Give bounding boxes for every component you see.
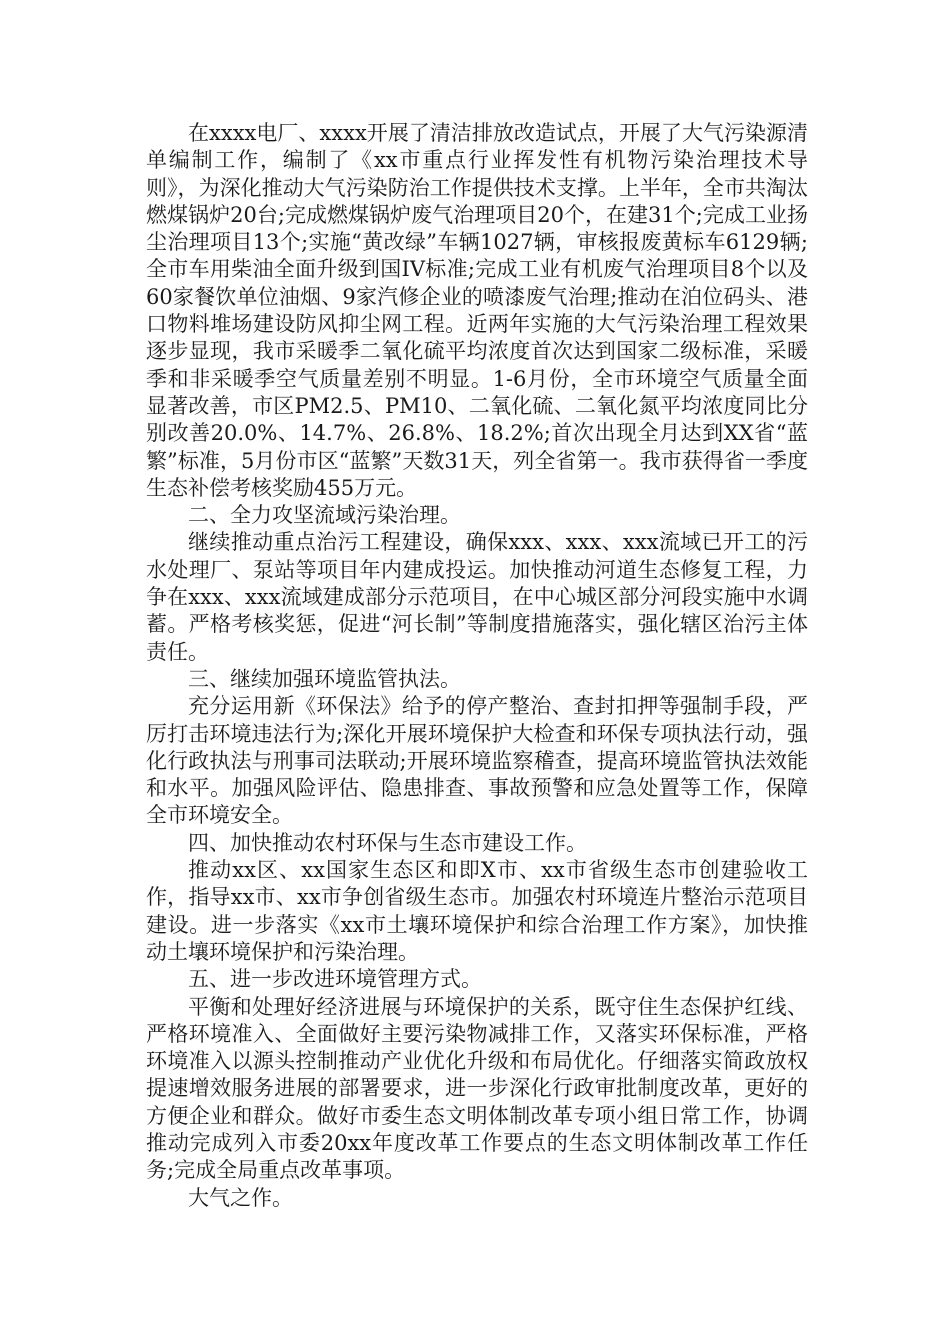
paragraph-air-pollution-results: 在xxxx电厂、xxxx开展了清洁排放改造试点，开展了大气污染源清单编制工作，编制了《xx市重点行业挥发性有机物污染治理技术导则》，为深化推动大气污染防治工作提供技术支撑。上半年，全市共淘汰燃煤锅炉20台;完成燃煤锅炉废气治理项目20个，在建31个;完成工业扬尘治理项目13个;实施“黄改绿”车辆1027辆，审核报废黄标车6129辆;全市车用柴油全面升级到国IV标准;完成工业有机废气治理项目8个以及60家餐饮单位油烟、9家汽修企业的喷漆废气治理;推动在泊位码头、港口物料堆场建设防风抑尘网工程。近两年实施的大气污染治理工程效果逐步显现，我市采暖季二氧化硫平均浓度首次达到国家二级标准，采暖季和非采暖季空气质量差别不明显。1-6月份，全市环境空气质量全面显著改善，市区PM2.5、PM10、二氧化硫、二氧化氮平均浓度同比分别改善20.0%、14.7%、26.8%、18.2%;首次出现全月达到XX省“蓝繁”标准，5月份市区“蓝繁”天数31天，列全省第一。我市获得省一季度生态补偿考核奖励455万元。: [146, 121, 808, 500]
heading-rural-ecology: 四、加快推动农村环保与生态市建设工作。: [188, 830, 587, 855]
paragraph-environmental-enforcement: 充分运用新《环保法》给予的停产整治、查封扣押等强制手段，严厉打击环境违法行为;深化开展环境保护大检查和环保专项执法行动，强化行政执法与刑事司法联动;开展环境监察稽查，提高环境监管执法效能和水平。加强风险评估、隐患排查、事故预警和应急处置等工作，保障全市环境安全。: [146, 694, 808, 828]
paragraph-watershed-pollution: 继续推动重点治污工程建设，确保xxx、xxx、xxx流域已开工的污水处理厂、泵站等项目年内建成投运。加快推动河道生态修复工程，力争在xxx、xxx流域建成部分示范项目，在中心城区部分河段实施中水调蓄。严格考核奖惩，促进“河长制”等制度措施落实，强化辖区治污主体责任。: [146, 530, 808, 664]
heading-environmental-enforcement: 三、继续加强环境监管执法。: [188, 666, 461, 691]
paragraph-management-reform: 平衡和处理好经济进展与环境保护的关系，既守住生态保护红线、严格环境准入、全面做好主要污染物减排工作，又落实环保标准，严格环境准入以源头控制推动产业优化升级和布局优化。仔细落实简政放权提速增效服务进展的部署要求，进一步深化行政审批制度改革，更好的方便企业和群众。做好市委生态文明体制改革专项小组日常工作，协调推动完成列入市委20xx年度改革工作要点的生态文明体制改革工作任务;完成全局重点改革事项。: [146, 994, 808, 1183]
closing-line: 大气之作。: [188, 1185, 293, 1210]
paragraph-rural-ecology: 推动xx区、xx国家生态区和即X市、xx市省级生态市创建验收工作，指导xx市、xx市争创省级生态市。加强农村环境连片整治示范项目建设。进一步落实《xx市土壤环境保护和综合治理工作方案》，加快推动土壤环境保护和污染治理。: [146, 858, 808, 964]
document-body: [146, 120, 808, 1212]
heading-management-reform: 五、进一步改进环境管理方式。: [188, 967, 482, 992]
heading-watershed-pollution: 二、全力攻坚流域污染治理。: [188, 503, 461, 528]
